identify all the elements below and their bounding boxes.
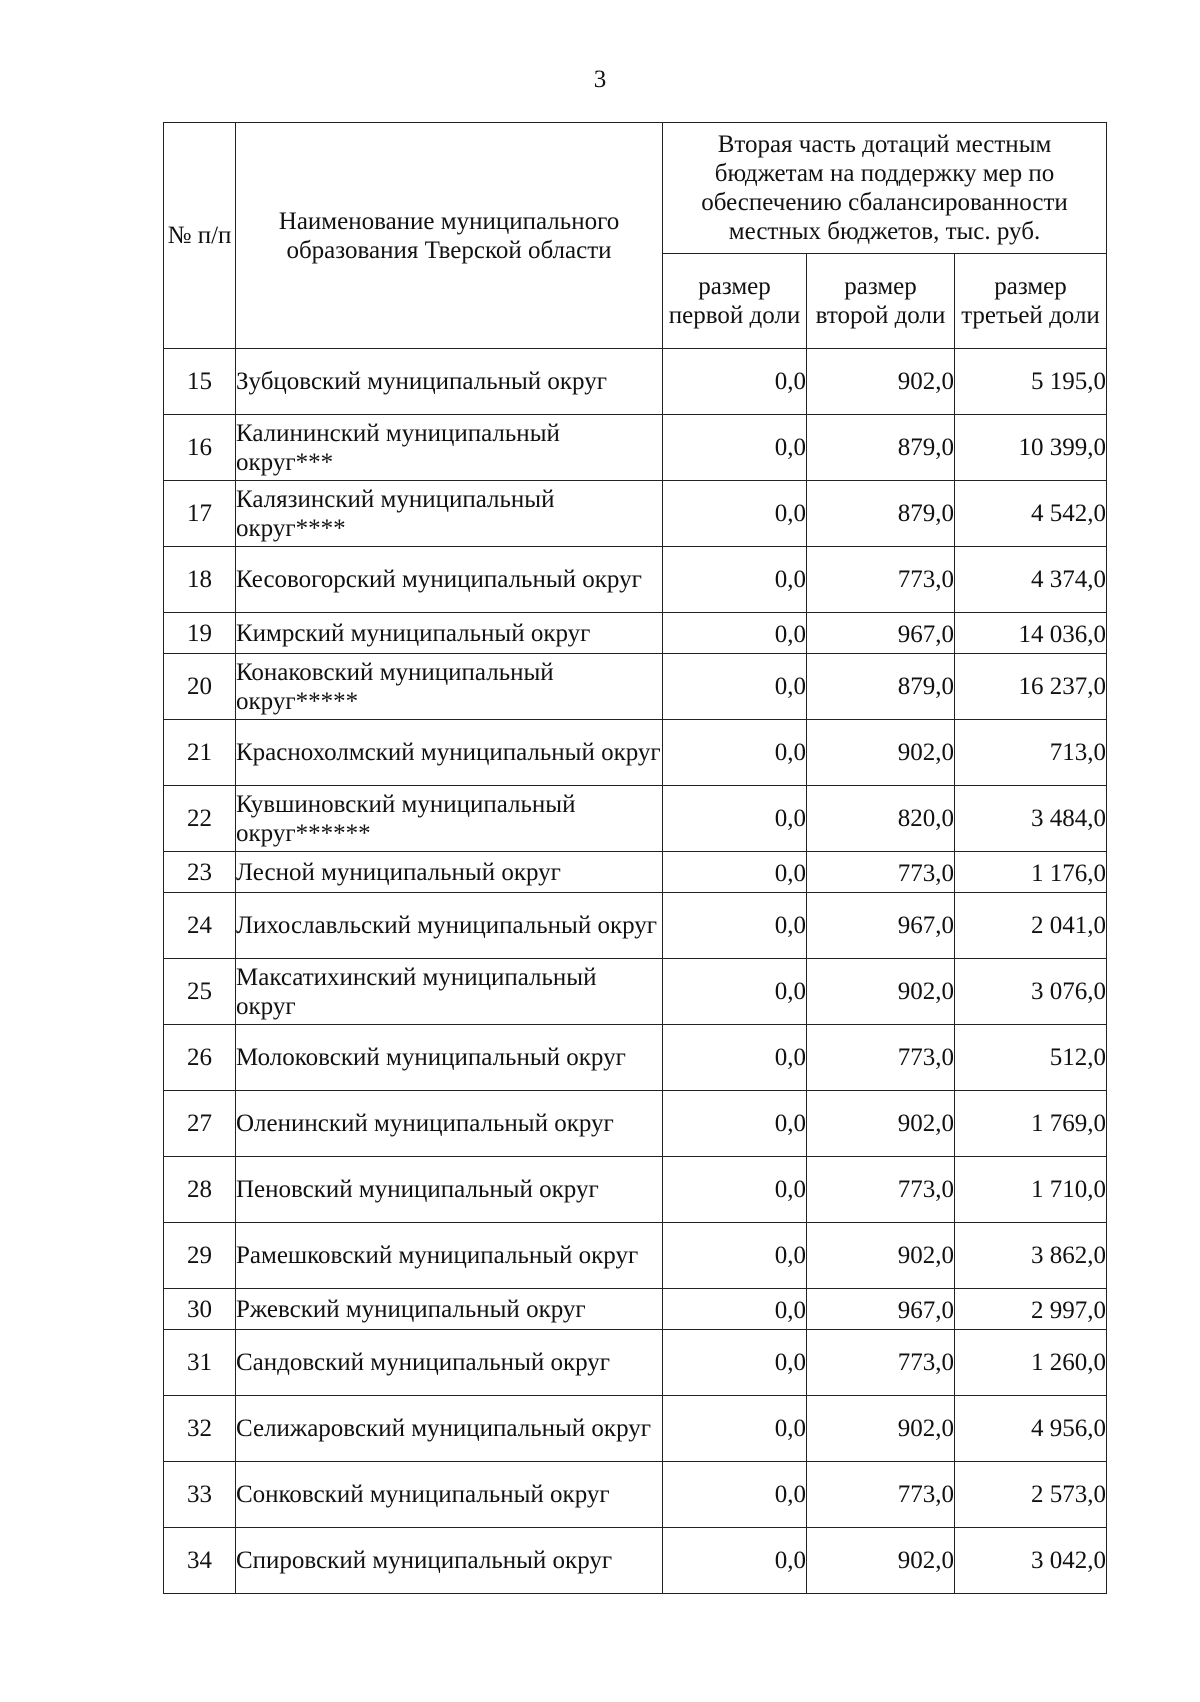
row-third-share: 1 176,0 — [955, 852, 1107, 893]
row-second-share: 773,0 — [807, 1462, 955, 1528]
row-second-share: 773,0 — [807, 547, 955, 613]
row-first-share: 0,0 — [663, 1025, 807, 1091]
row-third-share: 713,0 — [955, 720, 1107, 786]
row-third-share: 10 399,0 — [955, 415, 1107, 481]
row-municipality-name: Рамешковский муниципальный округ — [236, 1223, 663, 1289]
row-number: 15 — [164, 349, 236, 415]
header-subsidy-group: Вторая часть дотаций местным бюджетам на поддержку мер по обеспечению сбалансированности местных бюджетов, тыс. руб. — [663, 123, 1107, 254]
row-second-share: 773,0 — [807, 1157, 955, 1223]
row-third-share: 16 237,0 — [955, 654, 1107, 720]
row-second-share: 879,0 — [807, 415, 955, 481]
row-third-share: 1 260,0 — [955, 1330, 1107, 1396]
row-municipality-name: Калязинский муниципальный округ**** — [236, 481, 663, 547]
row-first-share: 0,0 — [663, 349, 807, 415]
row-first-share: 0,0 — [663, 613, 807, 654]
row-first-share: 0,0 — [663, 1091, 807, 1157]
table-row — [164, 1025, 1107, 1091]
row-first-share: 0,0 — [663, 1223, 807, 1289]
row-number: 27 — [164, 1091, 236, 1157]
row-number: 19 — [164, 613, 236, 654]
row-first-share: 0,0 — [663, 654, 807, 720]
row-first-share: 0,0 — [663, 852, 807, 893]
row-municipality-name: Лесной муниципальный округ — [236, 852, 663, 893]
row-municipality-name: Спировский муниципальный округ — [236, 1528, 663, 1594]
row-number: 17 — [164, 481, 236, 547]
table-header — [164, 123, 1107, 349]
row-third-share: 1 769,0 — [955, 1091, 1107, 1157]
row-third-share: 1 710,0 — [955, 1157, 1107, 1223]
table-row — [164, 1396, 1107, 1462]
row-first-share: 0,0 — [663, 1462, 807, 1528]
row-number: 34 — [164, 1528, 236, 1594]
header-third-share: размер третьей доли — [955, 254, 1107, 349]
header-municipality-name: Наименование муниципального образования Тверской области — [236, 123, 663, 349]
row-municipality-name: Максатихинский муниципальный округ — [236, 959, 663, 1025]
row-first-share: 0,0 — [663, 547, 807, 613]
row-first-share: 0,0 — [663, 1157, 807, 1223]
row-second-share: 902,0 — [807, 720, 955, 786]
table-row — [164, 1289, 1107, 1330]
table-row — [164, 415, 1107, 481]
table-row — [164, 959, 1107, 1025]
row-first-share: 0,0 — [663, 1396, 807, 1462]
row-second-share: 902,0 — [807, 1528, 955, 1594]
table-row — [164, 786, 1107, 852]
table-row — [164, 1157, 1107, 1223]
row-third-share: 2 997,0 — [955, 1289, 1107, 1330]
page-number: 3 — [593, 66, 607, 93]
table-row — [164, 1330, 1107, 1396]
row-second-share: 820,0 — [807, 786, 955, 852]
table-row — [164, 547, 1107, 613]
row-number: 28 — [164, 1157, 236, 1223]
header-number: № п/п — [164, 123, 236, 349]
row-third-share: 4 374,0 — [955, 547, 1107, 613]
row-second-share: 773,0 — [807, 1025, 955, 1091]
row-number: 18 — [164, 547, 236, 613]
row-third-share: 3 042,0 — [955, 1528, 1107, 1594]
table-body — [164, 349, 1107, 1594]
table-row — [164, 654, 1107, 720]
row-municipality-name: Молоковский муниципальный округ — [236, 1025, 663, 1091]
row-second-share: 967,0 — [807, 613, 955, 654]
row-number: 30 — [164, 1289, 236, 1330]
row-number: 22 — [164, 786, 236, 852]
row-municipality-name: Зубцовский муниципальный округ — [236, 349, 663, 415]
row-third-share: 4 956,0 — [955, 1396, 1107, 1462]
row-number: 32 — [164, 1396, 236, 1462]
row-second-share: 879,0 — [807, 654, 955, 720]
row-municipality-name: Ржевский муниципальный округ — [236, 1289, 663, 1330]
row-municipality-name: Калининский муниципальный округ*** — [236, 415, 663, 481]
row-third-share: 2 041,0 — [955, 893, 1107, 959]
row-second-share: 967,0 — [807, 893, 955, 959]
row-first-share: 0,0 — [663, 415, 807, 481]
row-municipality-name: Краснохолмский муниципальный округ — [236, 720, 663, 786]
table-row — [164, 1462, 1107, 1528]
row-second-share: 902,0 — [807, 349, 955, 415]
table-row — [164, 613, 1107, 654]
table-row — [164, 893, 1107, 959]
row-second-share: 902,0 — [807, 959, 955, 1025]
row-number: 24 — [164, 893, 236, 959]
table-row — [164, 1091, 1107, 1157]
table-row — [164, 1223, 1107, 1289]
row-third-share: 3 484,0 — [955, 786, 1107, 852]
row-number: 23 — [164, 852, 236, 893]
row-number: 33 — [164, 1462, 236, 1528]
row-first-share: 0,0 — [663, 1528, 807, 1594]
row-third-share: 3 862,0 — [955, 1223, 1107, 1289]
row-first-share: 0,0 — [663, 1330, 807, 1396]
row-municipality-name: Сонковский муниципальный округ — [236, 1462, 663, 1528]
row-municipality-name: Конаковский муниципальный округ***** — [236, 654, 663, 720]
row-number: 16 — [164, 415, 236, 481]
table-row — [164, 852, 1107, 893]
table-row — [164, 349, 1107, 415]
table-row — [164, 720, 1107, 786]
row-number: 26 — [164, 1025, 236, 1091]
row-first-share: 0,0 — [663, 1289, 807, 1330]
row-third-share: 3 076,0 — [955, 959, 1107, 1025]
table-row — [164, 1528, 1107, 1594]
row-third-share: 512,0 — [955, 1025, 1107, 1091]
header-second-share: размер второй доли — [807, 254, 955, 349]
row-second-share: 967,0 — [807, 1289, 955, 1330]
row-number: 25 — [164, 959, 236, 1025]
row-first-share: 0,0 — [663, 893, 807, 959]
row-second-share: 902,0 — [807, 1091, 955, 1157]
row-first-share: 0,0 — [663, 481, 807, 547]
row-municipality-name: Пеновский муниципальный округ — [236, 1157, 663, 1223]
row-municipality-name: Оленинский муниципальный округ — [236, 1091, 663, 1157]
row-municipality-name: Лихославльский муниципальный округ — [236, 893, 663, 959]
row-municipality-name: Селижаровский муниципальный округ — [236, 1396, 663, 1462]
row-first-share: 0,0 — [663, 786, 807, 852]
row-second-share: 902,0 — [807, 1396, 955, 1462]
row-municipality-name: Кимрский муниципальный округ — [236, 613, 663, 654]
row-first-share: 0,0 — [663, 959, 807, 1025]
row-municipality-name: Сандовский муниципальный округ — [236, 1330, 663, 1396]
row-third-share: 4 542,0 — [955, 481, 1107, 547]
table-row — [164, 481, 1107, 547]
row-third-share: 2 573,0 — [955, 1462, 1107, 1528]
row-municipality-name: Кувшиновский муниципальный округ****** — [236, 786, 663, 852]
row-second-share: 902,0 — [807, 1223, 955, 1289]
row-number: 29 — [164, 1223, 236, 1289]
row-third-share: 5 195,0 — [955, 349, 1107, 415]
subsidy-table — [163, 122, 1107, 1594]
row-number: 20 — [164, 654, 236, 720]
header-first-share: размер первой доли — [663, 254, 807, 349]
row-first-share: 0,0 — [663, 720, 807, 786]
row-second-share: 773,0 — [807, 1330, 955, 1396]
row-second-share: 773,0 — [807, 852, 955, 893]
row-number: 31 — [164, 1330, 236, 1396]
row-municipality-name: Кесовогорский муниципальный округ — [236, 547, 663, 613]
row-number: 21 — [164, 720, 236, 786]
row-second-share: 879,0 — [807, 481, 955, 547]
row-third-share: 14 036,0 — [955, 613, 1107, 654]
